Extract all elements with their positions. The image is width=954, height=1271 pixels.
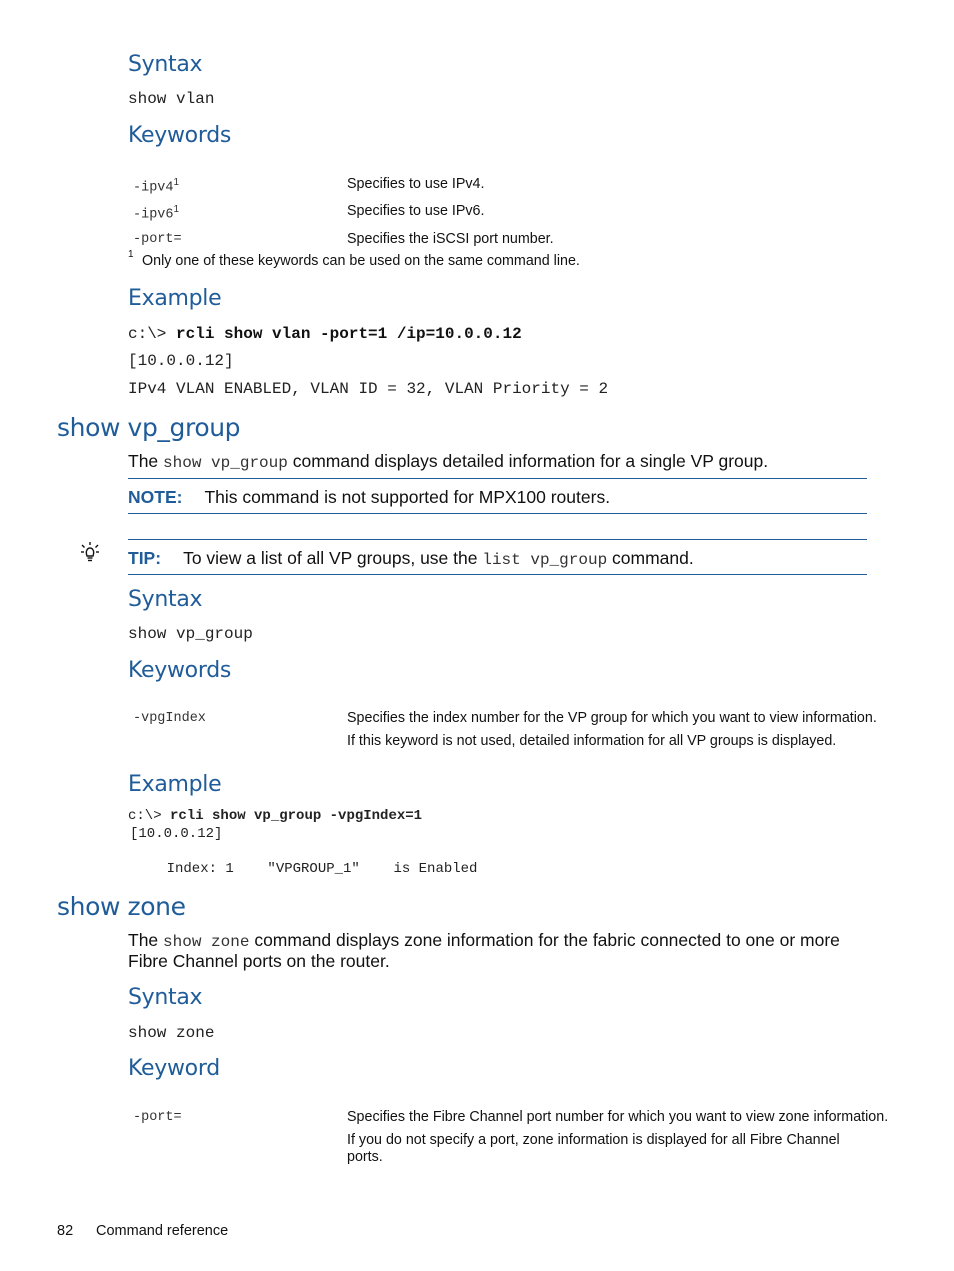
example-heading: Example — [128, 286, 222, 311]
keywords-heading: Keywords — [128, 658, 232, 683]
page-number: 82 — [57, 1223, 74, 1239]
keyword-description: If this keyword is not used, detailed information for all VP groups is displayed. — [347, 733, 837, 749]
note: NOTE: This command is not supported for MPX100 routers. — [128, 487, 611, 507]
section-intro: The show zone command displays zone information for the fabric connected to one or more — [128, 930, 840, 951]
example-output: Index: 1 "VPGROUP_1" is Enabled — [133, 861, 478, 877]
keyword-heading: Keyword — [128, 1056, 220, 1081]
keyword-name: $-ipv4^1$ — [133, 177, 180, 196]
footnote-text: Only one of these keywords can be used on the same command line. — [142, 253, 580, 269]
example-output: [10.0.0.12] — [128, 352, 234, 370]
section-intro: The show vp_group command displays detailed information for a single VP group. — [128, 451, 769, 472]
syntax-command: show zone — [128, 1024, 215, 1042]
footer-section: Command reference — [96, 1223, 229, 1239]
keyword-description: Specifies the Fibre Channel port number for which you want to view zone information. — [347, 1109, 889, 1125]
example-output: [10.0.0.12] — [130, 826, 223, 842]
footnote-mark: 1 — [128, 249, 134, 260]
keyword-description: Specifies to use IPv4. — [347, 176, 485, 192]
example-output: IPv4 VLAN ENABLED, VLAN ID = 32, VLAN Priority = 2 — [128, 380, 609, 398]
keyword-name: $-ipv6^1$ — [133, 204, 180, 223]
tip-rule-top — [128, 539, 867, 540]
keyword-description: Specifies the iSCSI port number. — [347, 231, 554, 247]
example-command: c:\> rcli show vlan -port=1 /ip=10.0.0.12 — [128, 325, 522, 343]
keywords-heading: Keywords — [128, 123, 232, 148]
example-command: c:\> rcli show vp_group -vpgIndex=1 — [128, 808, 423, 824]
keyword-description: If you do not specify a port, zone information is displayed for all Fibre Channel — [347, 1132, 840, 1148]
section-title: show zone — [57, 892, 186, 921]
tip-rule-bottom — [128, 574, 867, 575]
syntax-heading: Syntax — [128, 985, 203, 1010]
syntax-command: show vlan — [128, 90, 215, 108]
section-title: show vp_group — [57, 413, 241, 442]
example-heading: Example — [128, 772, 222, 797]
keyword-name: -port= — [133, 1110, 182, 1125]
keyword-name: -vpgIndex — [133, 711, 206, 726]
lightbulb-icon — [80, 541, 100, 563]
note-label: NOTE: — [128, 487, 183, 507]
keyword-description: Specifies to use IPv6. — [347, 203, 485, 219]
note-rule-bottom — [128, 513, 867, 514]
note-rule-top — [128, 478, 867, 479]
section-intro-line2: Fibre Channel ports on the router. — [128, 951, 390, 971]
tip-label: TIP: — [128, 548, 162, 568]
keyword-name: -port= — [133, 232, 182, 247]
keyword-description: ports. — [347, 1149, 383, 1165]
tip: TIP: To view a list of all VP groups, use the list vp_group command. — [128, 548, 694, 569]
syntax-heading: Syntax — [128, 587, 203, 612]
syntax-heading: Syntax — [128, 52, 203, 77]
syntax-command: show vp_group — [128, 625, 253, 643]
keyword-description: Specifies the index number for the VP group for which you want to view information. — [347, 710, 877, 726]
